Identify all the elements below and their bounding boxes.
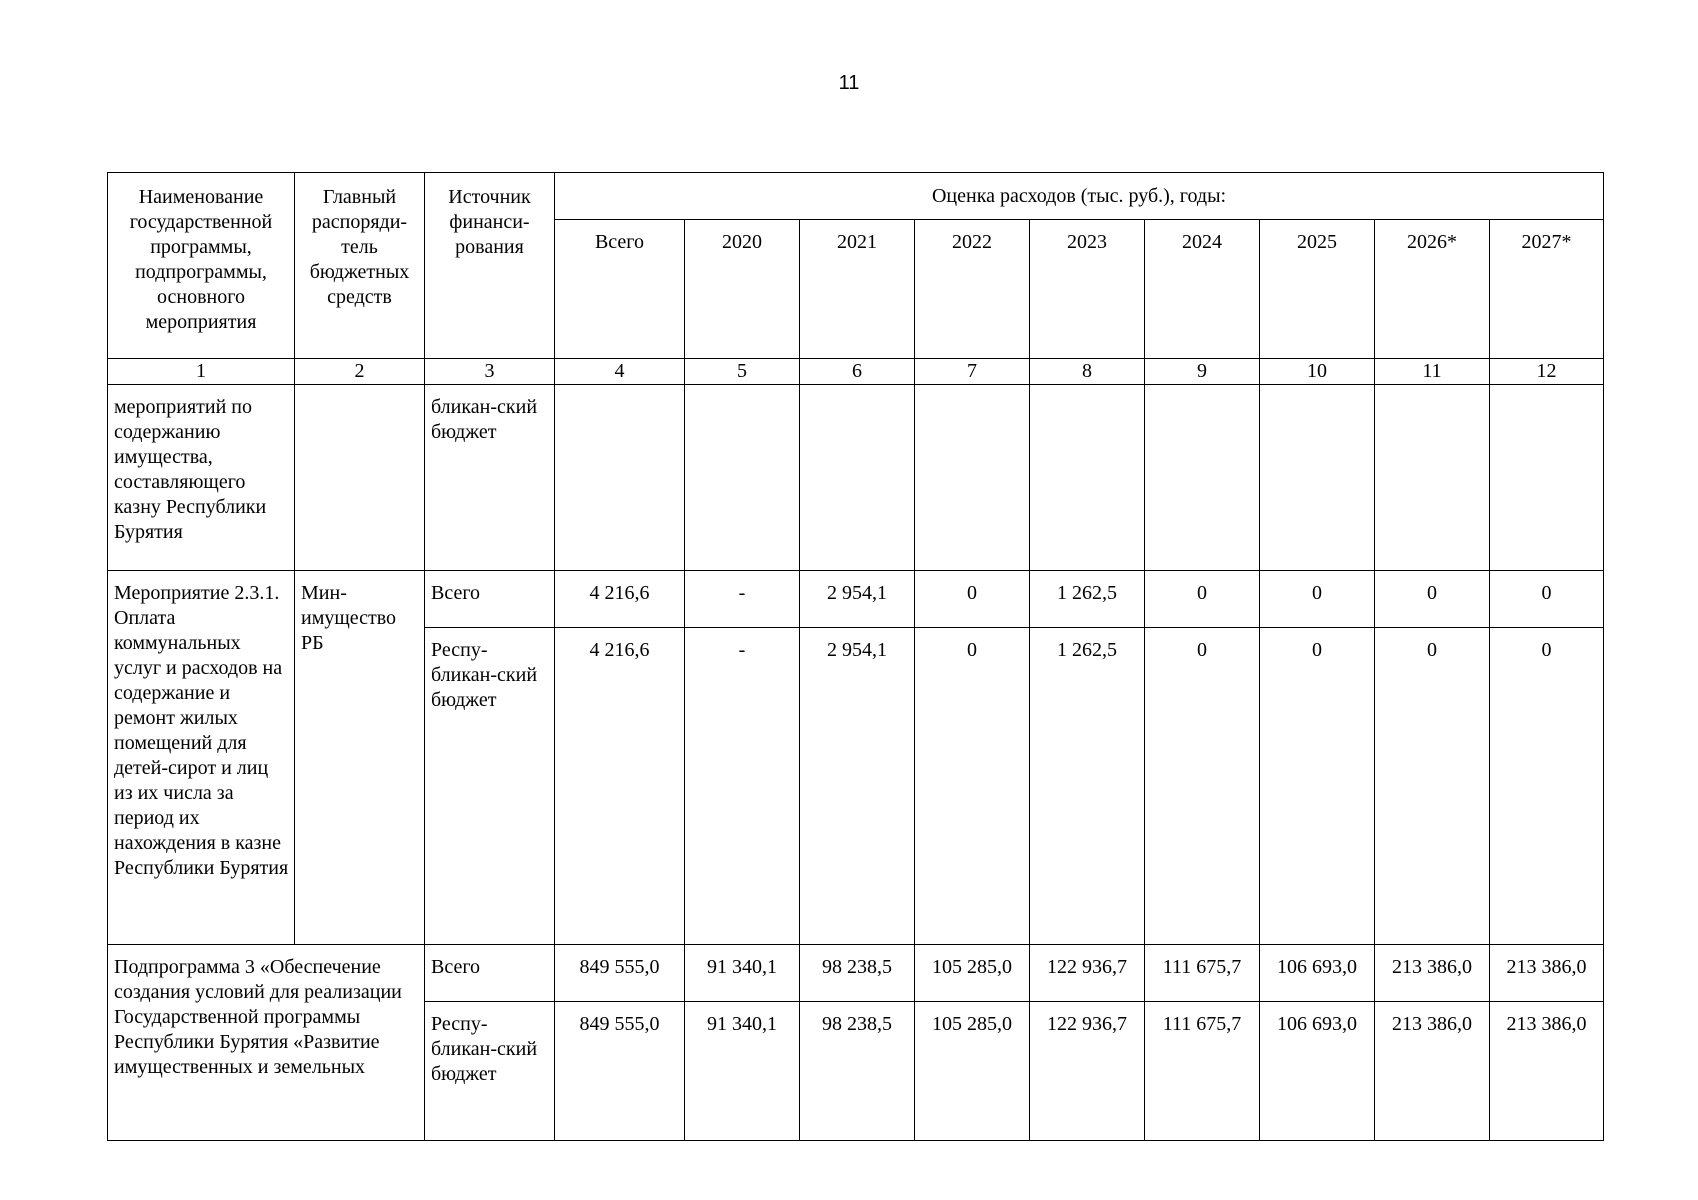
column-number: 4: [555, 359, 685, 385]
column-number-row: [108, 359, 1604, 385]
column-number: 10: [1260, 359, 1375, 385]
table-cell: [555, 385, 685, 571]
row-source: Всего: [425, 945, 555, 1002]
header-year-2023: 2023: [1030, 220, 1145, 359]
table-cell: [1260, 385, 1375, 571]
table-cell: [800, 385, 915, 571]
row-manager: [295, 385, 425, 571]
value-cell: 1 262,5: [1030, 628, 1145, 945]
value-cell: 213 386,0: [1375, 945, 1490, 1002]
value-cell: 213 386,0: [1490, 1002, 1604, 1141]
value-cell: 0: [1145, 571, 1260, 628]
header-year-2021: 2021: [800, 220, 915, 359]
value-cell: 1 262,5: [1030, 571, 1145, 628]
header-estimate: Оценка расходов (тыс. руб.), годы:: [555, 173, 1604, 220]
value-cell: 849 555,0: [555, 1002, 685, 1141]
table-cell: [1145, 385, 1260, 571]
value-cell: 0: [1375, 571, 1490, 628]
value-cell: 2 954,1: [800, 628, 915, 945]
column-number: 6: [800, 359, 915, 385]
value-cell: 0: [1490, 571, 1604, 628]
value-cell: 213 386,0: [1490, 945, 1604, 1002]
value-cell: 0: [915, 571, 1030, 628]
table-row: [108, 571, 1604, 628]
header-manager: Главный распоряди-тель бюджетных средств: [295, 173, 425, 359]
row-source: Всего: [425, 571, 555, 628]
row-name: Мероприятие 2.3.1. Оплата коммунальных услуг и расходов на содержание и ремонт жилых помещений для детей-сирот и лиц из их числа за период их нахождения в казне Республики Бурятия: [108, 571, 295, 945]
row-name: мероприятий по содержанию имущества, составляющего казну Республики Бурятия: [108, 385, 295, 571]
value-cell: 0: [915, 628, 1030, 945]
value-cell: 111 675,7: [1145, 1002, 1260, 1141]
table-cell: [915, 385, 1030, 571]
value-cell: 0: [1375, 628, 1490, 945]
value-cell: 111 675,7: [1145, 945, 1260, 1002]
value-cell: 0: [1260, 628, 1375, 945]
header-year-2027: 2027*: [1490, 220, 1604, 359]
row-source: Респу-бликан-ский бюджет: [425, 628, 555, 945]
column-number: 12: [1490, 359, 1604, 385]
header-row-1: [108, 173, 1604, 220]
value-cell: -: [685, 571, 800, 628]
value-cell: 849 555,0: [555, 945, 685, 1002]
table-cell: [1490, 385, 1604, 571]
value-cell: 213 386,0: [1375, 1002, 1490, 1141]
value-cell: 0: [1145, 628, 1260, 945]
header-year-2025: 2025: [1260, 220, 1375, 359]
value-cell: 91 340,1: [685, 1002, 800, 1141]
value-cell: 4 216,6: [555, 628, 685, 945]
row-source: бликан-ский бюджет: [425, 385, 555, 571]
value-cell: 91 340,1: [685, 945, 800, 1002]
table-cell: [1030, 385, 1145, 571]
header-year-2026: 2026*: [1375, 220, 1490, 359]
budget-table: [107, 172, 1604, 1141]
column-number: 8: [1030, 359, 1145, 385]
table-row: [108, 385, 1604, 571]
value-cell: 98 238,5: [800, 945, 915, 1002]
header-source: Источник финанси-рования: [425, 173, 555, 359]
table-cell: [1375, 385, 1490, 571]
value-cell: -: [685, 628, 800, 945]
value-cell: 122 936,7: [1030, 945, 1145, 1002]
column-number: 3: [425, 359, 555, 385]
value-cell: 0: [1490, 628, 1604, 945]
row-manager: Мин-имущество РБ: [295, 571, 425, 945]
value-cell: 122 936,7: [1030, 1002, 1145, 1141]
table-row: [108, 945, 1604, 1002]
column-number: 9: [1145, 359, 1260, 385]
column-number: 1: [108, 359, 295, 385]
value-cell: 106 693,0: [1260, 1002, 1375, 1141]
value-cell: 105 285,0: [915, 945, 1030, 1002]
header-year-total: Всего: [555, 220, 685, 359]
row-name: Подпрограмма 3 «Обеспечение создания условий для реализации Государственной программы Республики Бурятия «Развитие имущественных и земельных: [108, 945, 425, 1141]
header-year-2020: 2020: [685, 220, 800, 359]
value-cell: 106 693,0: [1260, 945, 1375, 1002]
row-source: Респу-бликан-ский бюджет: [425, 1002, 555, 1141]
column-number: 7: [915, 359, 1030, 385]
value-cell: 98 238,5: [800, 1002, 915, 1141]
header-year-2024: 2024: [1145, 220, 1260, 359]
value-cell: 0: [1260, 571, 1375, 628]
table-cell: [685, 385, 800, 571]
column-number: 5: [685, 359, 800, 385]
value-cell: 105 285,0: [915, 1002, 1030, 1141]
value-cell: 2 954,1: [800, 571, 915, 628]
header-name: Наименование государственной программы, подпрограммы, основного мероприятия: [108, 173, 295, 359]
page-number: 11: [838, 72, 860, 94]
column-number: 11: [1375, 359, 1490, 385]
header-year-2022: 2022: [915, 220, 1030, 359]
column-number: 2: [295, 359, 425, 385]
value-cell: 4 216,6: [555, 571, 685, 628]
